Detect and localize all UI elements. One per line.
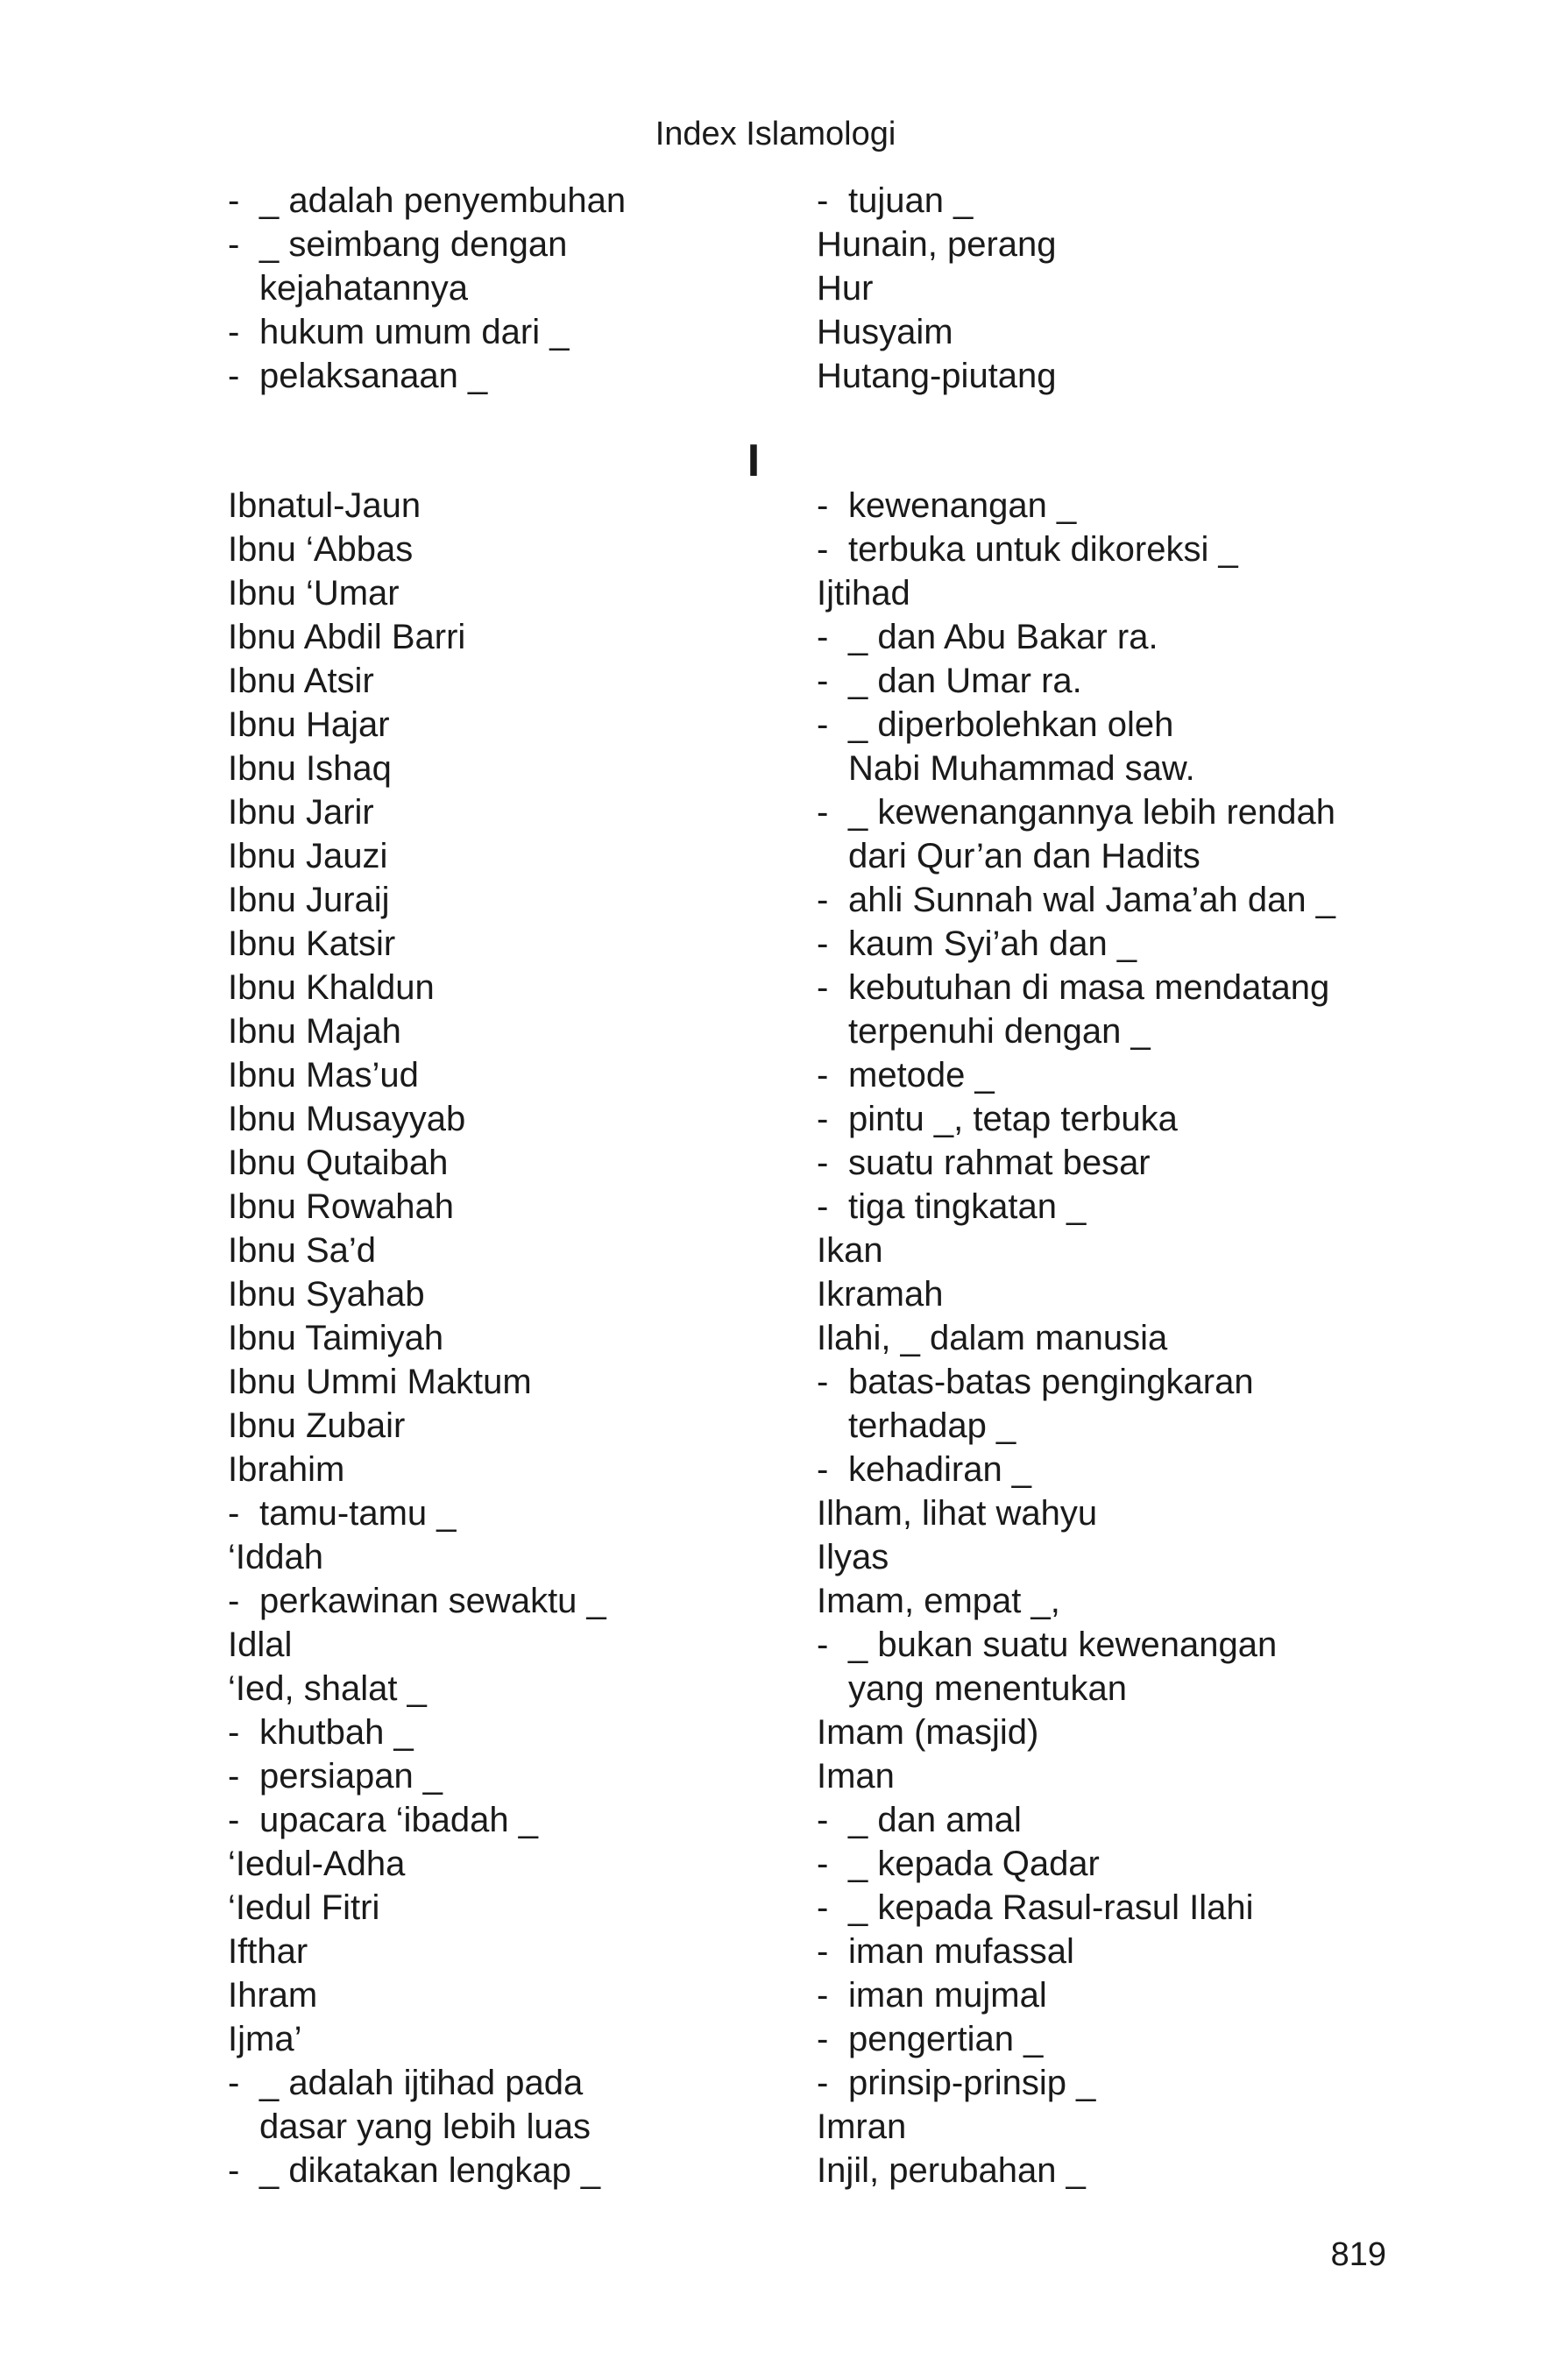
index-subentry: - iman mufassal (817, 1930, 1377, 1973)
index-entry: Ibnu Sa’d (228, 1231, 377, 1270)
index-subentry: - _ dan Umar ra. (817, 659, 1377, 703)
index-subentry: - ahli Sunnah wal Jama’ah dan _ (817, 878, 1377, 922)
index-subentry: - pengertian _ (817, 2017, 1377, 2061)
index-entry: Ikan (817, 1231, 883, 1270)
index-entry: Hutang-piutang (817, 357, 1057, 395)
index-entry: Ibnu Katsir (228, 924, 396, 963)
index-entry: Ibnu Ummi Maktum (228, 1363, 532, 1401)
index-entry: ‘Ied, shalat _ (228, 1669, 427, 1708)
index-subentry: - khutbah _ (228, 1711, 789, 1754)
index-entry-continuation: terhadap _ (848, 1406, 1016, 1445)
index-entry: Hunain, perang (817, 225, 1057, 264)
index-subentry: - prinsip-prinsip _ (817, 2061, 1377, 2105)
page-number: 819 (1330, 2236, 1386, 2273)
index-subentry: - _ adalah ijtihad pada (228, 2061, 789, 2105)
index-entry: Imam (masjid) (817, 1713, 1039, 1752)
index-entry: Ibnu Khaldun (228, 968, 435, 1007)
index-entry: Ibnu Abdil Barri (228, 618, 466, 656)
index-entry-continuation: dasar yang lebih luas (259, 2107, 591, 2146)
index-subentry: - _ dan Abu Bakar ra. (817, 615, 1377, 659)
index-entry: Ifthar (228, 1932, 308, 1971)
index-entry: Ikramah (817, 1275, 944, 1314)
index-entry: Ibnu Hajar (228, 705, 390, 744)
index-entry: Ibnu Zubair (228, 1406, 406, 1445)
index-entry: Ibnu Ishaq (228, 749, 392, 788)
index-entry-continuation: kejahatannya (259, 269, 468, 308)
index-subentry: - upacara ‘ibadah _ (228, 1798, 789, 1842)
index-subentry: - _ kepada Qadar (817, 1842, 1377, 1886)
running-head-title: Index Islamologi (655, 116, 896, 152)
index-subentry: - hukum umum dari _ (228, 310, 789, 354)
index-subentry: - pintu _, tetap terbuka (817, 1097, 1377, 1141)
index-subentry: - _ kepada Rasul-rasul Ilahi (817, 1886, 1377, 1930)
index-entry-continuation: yang menentukan (848, 1669, 1128, 1708)
index-entry: Idlal (228, 1626, 293, 1664)
index-entry: Hur (817, 269, 874, 308)
index-entry: Ihram (228, 1976, 318, 2015)
index-column-top-left (228, 179, 789, 398)
index-subentry: - iman mujmal (817, 1973, 1377, 2017)
index-entry-continuation: terpenuhi dengan _ (848, 1012, 1151, 1051)
index-subentry: - pelaksanaan _ (228, 354, 789, 398)
index-subentry: - kebutuhan di masa mendatang (817, 966, 1377, 1009)
index-entry: Ibnu Juraij (228, 881, 390, 919)
index-subentry: - _ dan amal (817, 1798, 1377, 1842)
index-subentry: - tiga tingkatan _ (817, 1185, 1377, 1229)
index-entry: Ibnu ‘Abbas (228, 530, 414, 569)
index-subentry: - _ kewenangannya lebih rendah (817, 790, 1377, 834)
index-entry-continuation: dari Qur’an dan Hadits (848, 837, 1200, 875)
index-column-left (228, 484, 789, 2192)
index-entry: ‘Iddah (228, 1538, 323, 1576)
index-entry: Ilham, lihat wahyu (817, 1494, 1098, 1533)
index-subentry: - persiapan _ (228, 1754, 789, 1798)
index-entry: Ibnu Musayyab (228, 1100, 466, 1138)
index-entry: Ibnu Atsir (228, 662, 374, 700)
index-entry: Ibnu Taimiyah (228, 1319, 444, 1357)
index-entry: Ibnu Mas’ud (228, 1056, 419, 1094)
index-subentry: - batas-batas pengingkaran (817, 1360, 1377, 1404)
index-entry: Ibnatul-Jaun (228, 486, 421, 525)
index-entry-continuation: Nabi Muhammad saw. (848, 749, 1195, 788)
index-subentry: - metode _ (817, 1053, 1377, 1097)
index-subentry: - kewenangan _ (817, 484, 1377, 528)
index-entry: Ibnu Qutaibah (228, 1144, 449, 1182)
index-subentry: - tujuan _ (817, 179, 1377, 223)
index-entry: Ibrahim (228, 1450, 345, 1489)
index-entry: Ijtihad (817, 574, 910, 613)
index-entry: Ibnu Jarir (228, 793, 374, 832)
index-subentry: - _ adalah penyembuhan (228, 179, 789, 223)
index-entry: Ibnu Majah (228, 1012, 401, 1051)
index-entry: ‘Iedul Fitri (228, 1888, 380, 1927)
index-subentry: - tamu-tamu _ (228, 1491, 789, 1535)
index-column-top-right (817, 179, 1377, 398)
index-subentry: - terbuka untuk dikoreksi _ (817, 528, 1377, 571)
index-subentry: - perkawinan sewaktu _ (228, 1579, 789, 1623)
index-entry: Ibnu Jauzi (228, 837, 388, 875)
section-letter-heading: I (747, 436, 761, 486)
index-entry: Injil, perubahan _ (817, 2151, 1086, 2190)
index-entry: Ibnu Rowahah (228, 1187, 454, 1226)
index-entry: Ilyas (817, 1538, 889, 1576)
index-subentry: - _ seimbang dengan (228, 223, 789, 266)
index-subentry: - _ bukan suatu kewenangan (817, 1623, 1377, 1667)
index-entry: Imran (817, 2107, 907, 2146)
index-entry: Ijma’ (228, 2020, 302, 2058)
index-subentry: - kaum Syi’ah dan _ (817, 922, 1377, 966)
index-subentry: - kehadiran _ (817, 1448, 1377, 1491)
index-subentry: - _ diperbolehkan oleh (817, 703, 1377, 747)
index-entry: Ilahi, _ dalam manusia (817, 1319, 1168, 1357)
index-subentry: - suatu rahmat besar (817, 1141, 1377, 1185)
index-entry: Ibnu Syahab (228, 1275, 425, 1314)
index-entry: ‘Iedul-Adha (228, 1845, 406, 1883)
index-entry: Imam, empat _, (817, 1582, 1060, 1620)
index-entry: Husyaim (817, 313, 953, 351)
index-column-right (817, 484, 1377, 2192)
index-entry: Ibnu ‘Umar (228, 574, 400, 613)
index-entry: Iman (817, 1757, 895, 1796)
index-subentry: - _ dikatakan lengkap _ (228, 2149, 789, 2192)
